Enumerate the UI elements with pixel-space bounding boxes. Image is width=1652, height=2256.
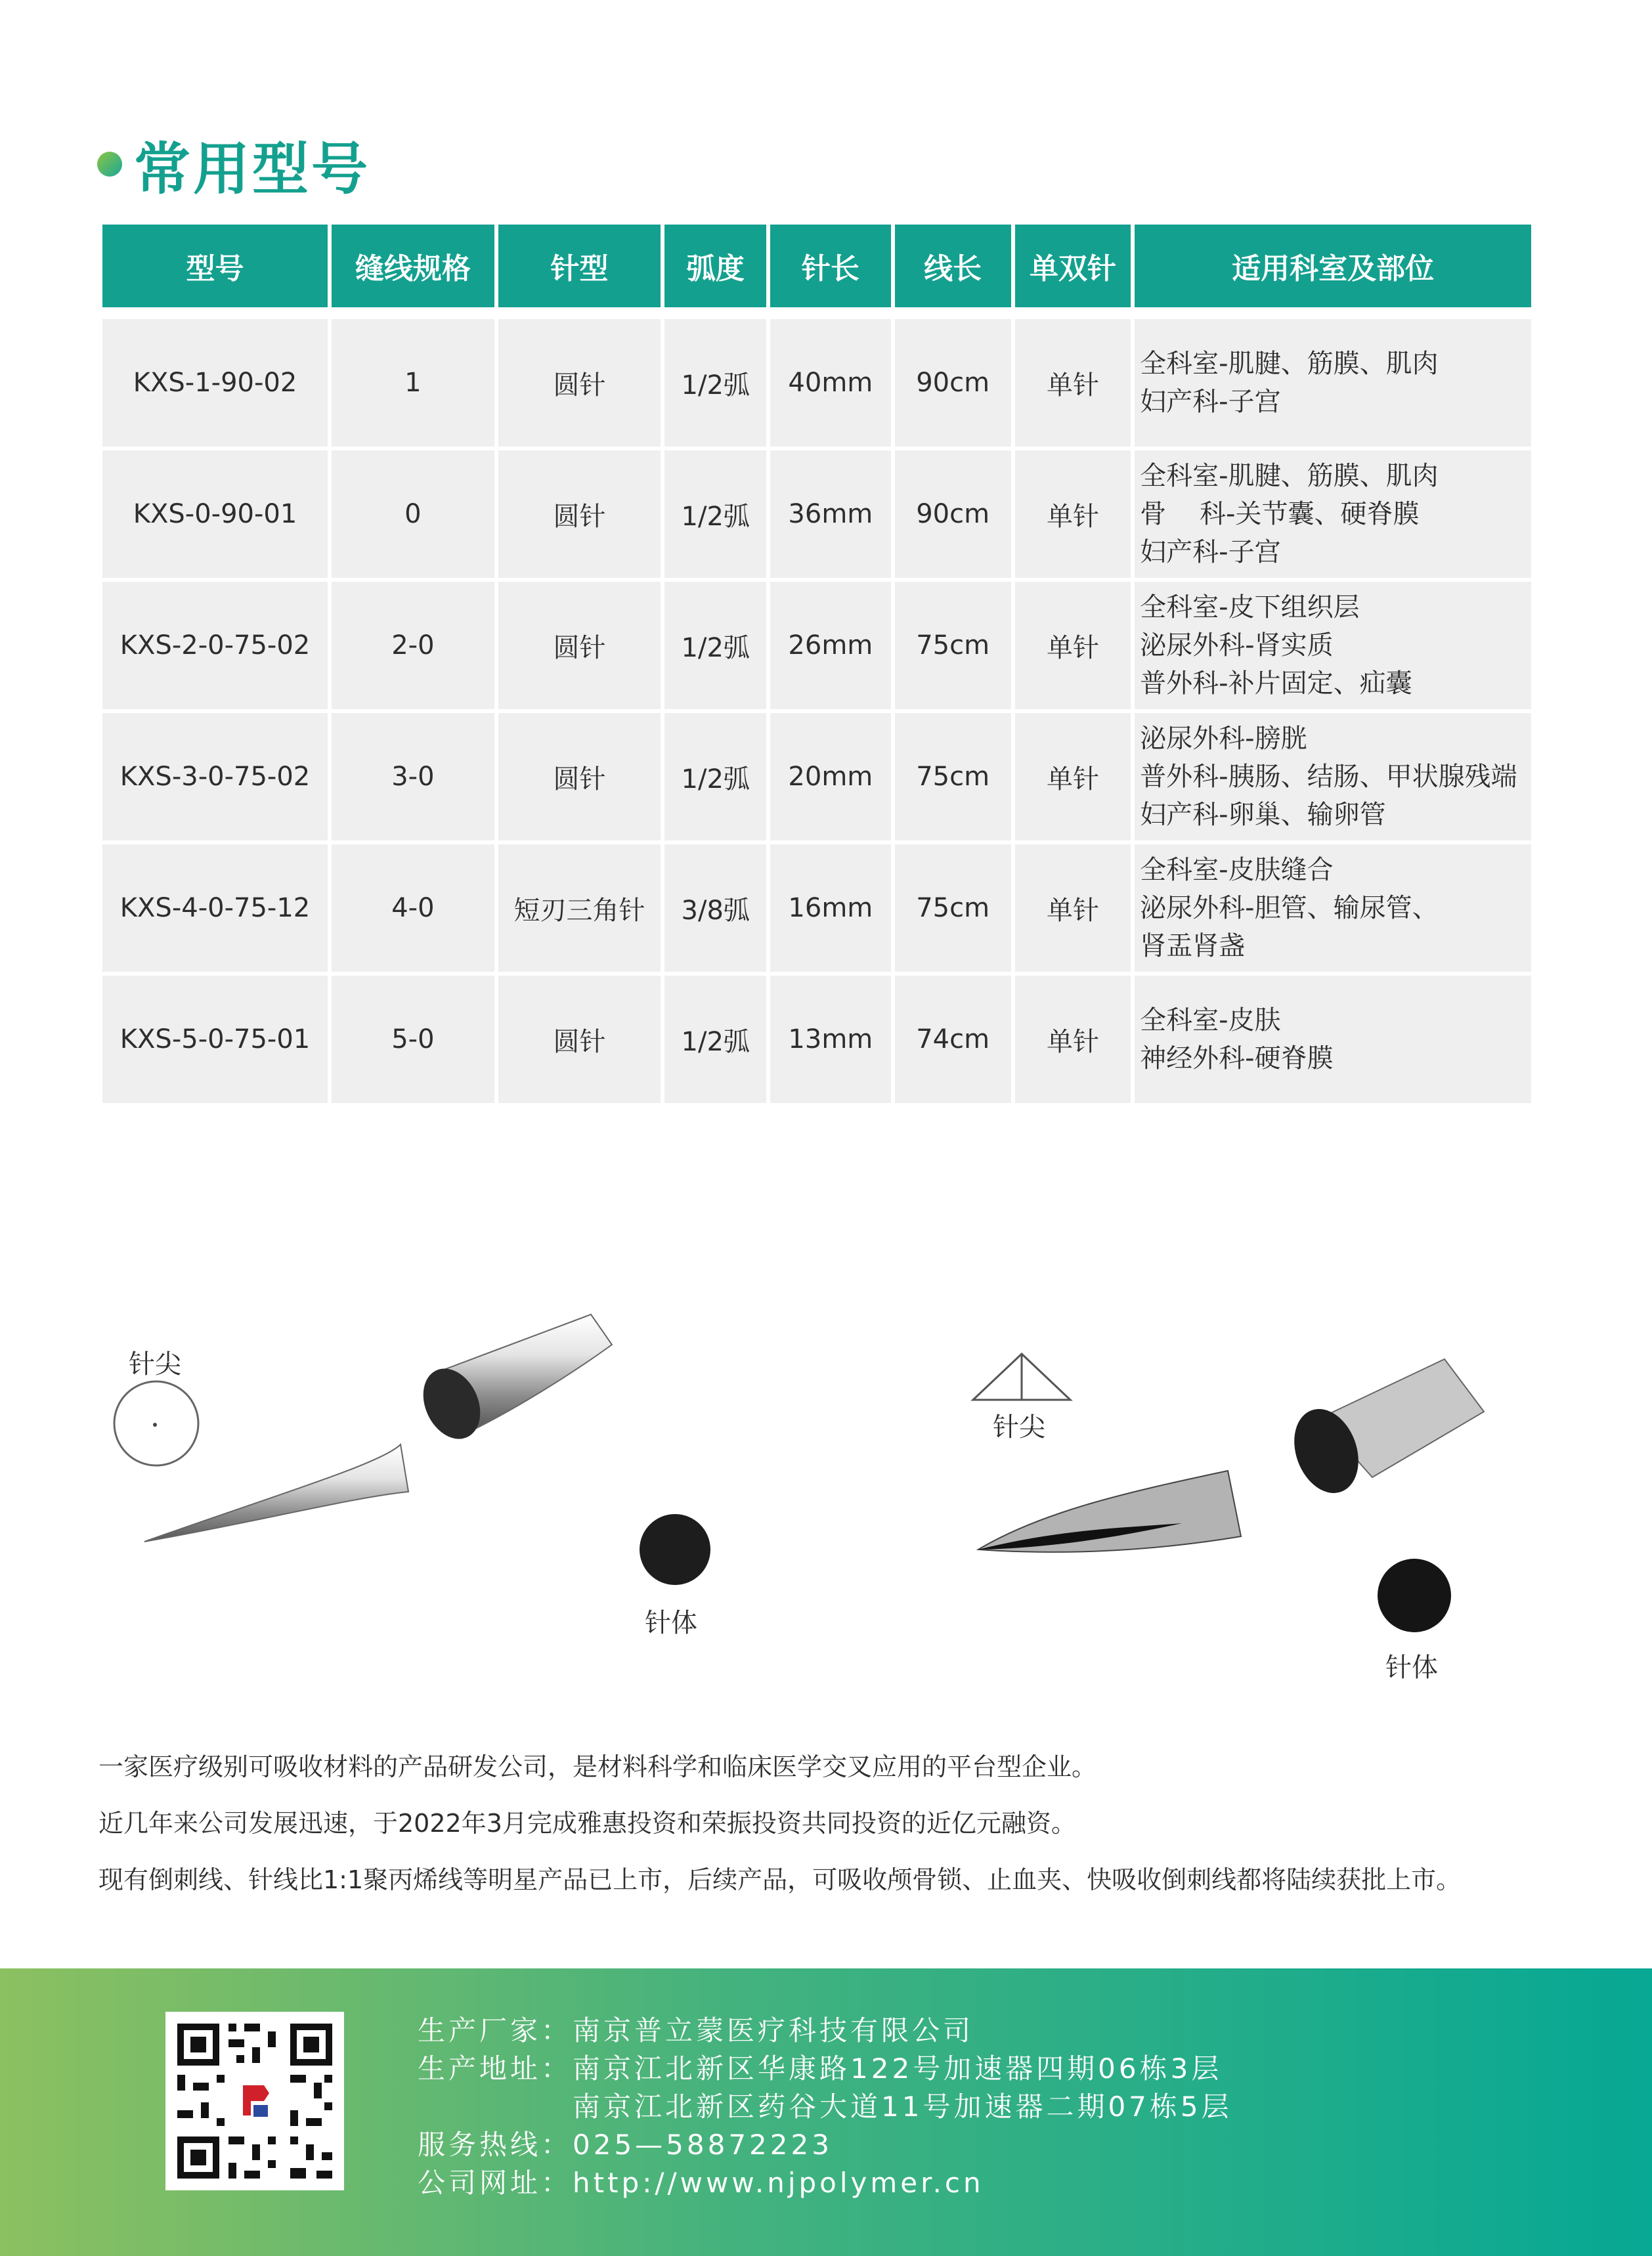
dept-line: 妇产科-子宫 bbox=[1140, 537, 1281, 567]
cell-arc: 1/2弧 bbox=[664, 319, 766, 446]
table-row bbox=[102, 319, 1531, 446]
cell-spec: 2-0 bbox=[332, 582, 494, 709]
cell-model: KXS-3-0-75-02 bbox=[102, 713, 328, 840]
dept-line: 妇产科-卵巢、输卵管 bbox=[1140, 800, 1386, 830]
cell-single-double: 单针 bbox=[1015, 844, 1131, 972]
round-needle-tip-label: 针尖 bbox=[129, 1349, 181, 1379]
cell-needle-length: 26mm bbox=[770, 582, 890, 709]
cell-thread-length: 90cm bbox=[895, 450, 1011, 578]
cell-needle: 圆针 bbox=[498, 582, 661, 709]
cell-needle-length: 20mm bbox=[770, 713, 890, 840]
cell-spec: 0 bbox=[332, 450, 494, 578]
cell-model: KXS-5-0-75-01 bbox=[102, 976, 328, 1103]
round-needle-illustration bbox=[105, 1300, 735, 1641]
round-needle-body-label: 针体 bbox=[645, 1608, 697, 1638]
hotline-value: 025—58872223 bbox=[573, 2129, 833, 2161]
dept-line: 全科室-皮下组织层 bbox=[1140, 592, 1360, 622]
cell-department bbox=[1135, 976, 1531, 1103]
intro-line: 近几年来公司发展迅速，于2022年3月完成雅惠投资和荣振投资共同投资的近亿元融资。 bbox=[98, 1809, 1076, 1838]
intro-line: 一家医疗级别可吸收材料的产品研发公司，是材料科学和临床医学交叉应用的平台型企业。 bbox=[98, 1752, 1097, 1781]
cell-needle: 圆针 bbox=[498, 713, 661, 840]
website-key: 公司网址： bbox=[418, 2167, 573, 2199]
website-line bbox=[418, 2161, 984, 2201]
triangle-needle-tip-label: 针尖 bbox=[993, 1412, 1045, 1443]
model-table bbox=[98, 221, 1535, 1107]
table-row bbox=[102, 844, 1531, 972]
cell-arc: 1/2弧 bbox=[664, 976, 766, 1103]
hotline-line bbox=[418, 2123, 833, 2163]
dept-line: 妇产科-子宫 bbox=[1140, 387, 1281, 417]
dept-line: 全科室-皮肤缝合 bbox=[1140, 855, 1334, 885]
triangle-needle-body-label: 针体 bbox=[1385, 1653, 1438, 1683]
hotline-key: 服务热线： bbox=[418, 2129, 573, 2161]
cell-arc: 3/8弧 bbox=[664, 844, 766, 972]
needle-tip-shape bbox=[978, 1471, 1241, 1552]
cell-arc: 1/2弧 bbox=[664, 450, 766, 578]
cell-department bbox=[1135, 319, 1531, 446]
dept-line: 泌尿外科-肾实质 bbox=[1140, 630, 1334, 661]
cell-needle: 圆针 bbox=[498, 976, 661, 1103]
manufacturer-key: 生产厂家： bbox=[418, 2014, 573, 2047]
table-row bbox=[102, 713, 1531, 840]
header-model: 型号 bbox=[102, 225, 328, 307]
cell-needle: 圆针 bbox=[498, 319, 661, 446]
cell-single-double: 单针 bbox=[1015, 976, 1131, 1103]
cell-spec: 1 bbox=[332, 319, 494, 446]
table-row bbox=[102, 450, 1531, 578]
cell-thread-length: 90cm bbox=[895, 319, 1011, 446]
address-key: 生产地址： bbox=[418, 2052, 573, 2085]
header-single-double: 单双针 bbox=[1015, 225, 1131, 307]
header-arc: 弧度 bbox=[664, 225, 766, 307]
table-row bbox=[102, 976, 1531, 1103]
triangle-needle-illustration bbox=[965, 1339, 1543, 1655]
address-line-1 bbox=[418, 2047, 1222, 2087]
cell-thread-length: 75cm bbox=[895, 582, 1011, 709]
needle-body-cross-section-icon bbox=[1378, 1559, 1451, 1632]
needle-body-cross-section-icon bbox=[640, 1514, 710, 1585]
address-value-1: 南京江北新区华康路122号加速器四期06栋3层 bbox=[573, 2052, 1223, 2085]
cell-department bbox=[1135, 844, 1531, 972]
cell-thread-length: 75cm bbox=[895, 713, 1011, 840]
address-line-2 bbox=[418, 2085, 1232, 2125]
intro-line: 现有倒刺线、针线比1:1聚丙烯线等明星产品已上市，后续产品，可吸收颅骨锁、止血夹、快吸收倒刺线都将陆续获批上市。 bbox=[98, 1865, 1462, 1894]
cell-arc: 1/2弧 bbox=[664, 713, 766, 840]
cell-single-double: 单针 bbox=[1015, 319, 1131, 446]
dept-line: 全科室-肌腱、筋膜、肌肉 bbox=[1140, 349, 1439, 379]
section-title-text: 常用型号 bbox=[134, 137, 370, 202]
cell-spec: 5-0 bbox=[332, 976, 494, 1103]
manufacturer-value: 南京普立蒙医疗科技有限公司 bbox=[573, 2014, 974, 2047]
manufacturer-line bbox=[418, 2009, 974, 2049]
section-title bbox=[97, 125, 370, 204]
cell-model: KXS-0-90-01 bbox=[102, 450, 328, 578]
cell-thread-length: 75cm bbox=[895, 844, 1011, 972]
cell-department bbox=[1135, 582, 1531, 709]
cell-model: KXS-2-0-75-02 bbox=[102, 582, 328, 709]
dept-line: 泌尿外科-膀胱 bbox=[1140, 724, 1307, 754]
table-row bbox=[102, 582, 1531, 709]
website-link[interactable]: http://www.njpolymer.cn bbox=[573, 2167, 984, 2199]
cell-needle-length: 16mm bbox=[770, 844, 890, 972]
dept-line: 全科室-肌腱、筋膜、肌肉 bbox=[1140, 461, 1439, 491]
cell-department bbox=[1135, 450, 1531, 578]
dept-line: 普外科-补片固定、疝囊 bbox=[1140, 668, 1412, 699]
cell-single-double: 单针 bbox=[1015, 713, 1131, 840]
header-department: 适用科室及部位 bbox=[1135, 225, 1531, 307]
header-needle: 针型 bbox=[498, 225, 661, 307]
cell-model: KXS-4-0-75-12 bbox=[102, 844, 328, 972]
dept-line: 泌尿外科-胆管、输尿管、 bbox=[1140, 893, 1439, 923]
cell-needle-length: 13mm bbox=[770, 976, 890, 1103]
cell-spec: 4-0 bbox=[332, 844, 494, 972]
cell-single-double: 单针 bbox=[1015, 450, 1131, 578]
dept-line: 普外科-胰肠、结肠、甲状腺残端 bbox=[1140, 762, 1517, 792]
header-thread-length: 线长 bbox=[895, 225, 1011, 307]
cell-needle-length: 36mm bbox=[770, 450, 890, 578]
header-spec: 缝线规格 bbox=[332, 225, 494, 307]
table-header-row bbox=[102, 225, 1531, 307]
dept-line: 骨 科-关节囊、硬脊膜 bbox=[1140, 499, 1420, 529]
cell-single-double: 单针 bbox=[1015, 582, 1131, 709]
qr-code-icon bbox=[165, 2012, 344, 2190]
cell-needle: 圆针 bbox=[498, 450, 661, 578]
cell-arc: 1/2弧 bbox=[664, 582, 766, 709]
dept-line: 神经外科-硬脊膜 bbox=[1140, 1043, 1334, 1074]
cell-department bbox=[1135, 713, 1531, 840]
cell-spec: 3-0 bbox=[332, 713, 494, 840]
cell-model: KXS-1-90-02 bbox=[102, 319, 328, 446]
needle-tip-shape bbox=[144, 1444, 408, 1542]
dept-line: 全科室-皮肤 bbox=[1140, 1005, 1281, 1035]
cell-needle: 短刃三角针 bbox=[498, 844, 661, 972]
cell-needle-length: 40mm bbox=[770, 319, 890, 446]
dept-line: 肾盂肾盏 bbox=[1140, 931, 1246, 961]
bullet-dot-icon bbox=[97, 152, 122, 177]
cell-thread-length: 74cm bbox=[895, 976, 1011, 1103]
header-needle-length: 针长 bbox=[770, 225, 890, 307]
address-value-2: 南京江北新区药谷大道11号加速器二期07栋5层 bbox=[573, 2091, 1232, 2123]
